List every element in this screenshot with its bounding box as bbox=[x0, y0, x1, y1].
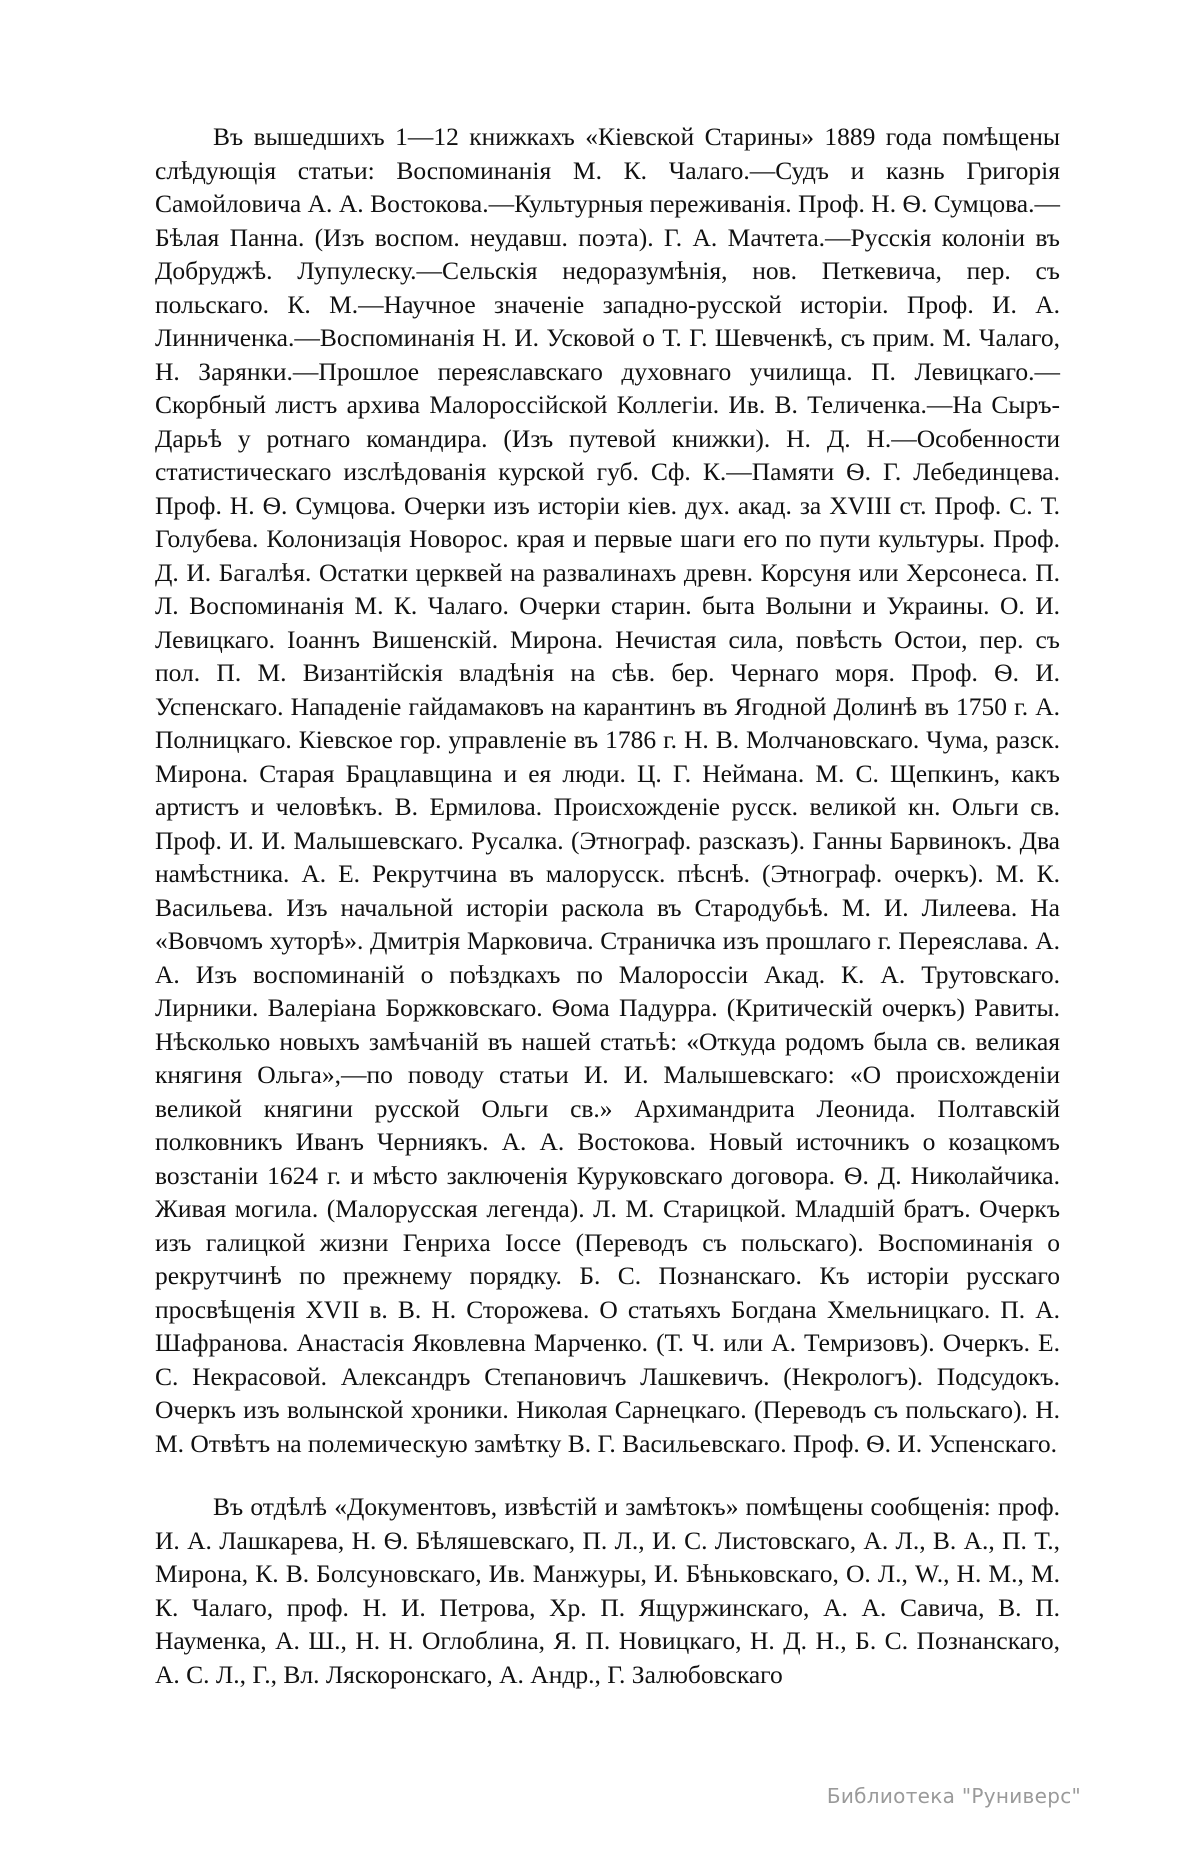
paragraph-documents-section: Въ отдѣлѣ «Документовъ, извѣстій и замѣтокъ» помѣщены сообщенія: проф. И. А. Лашкарева, Н. Ѳ. Бѣляшевскаго, П. Л., И. С. Листовскаго, А. Л., В. А., П. Т., Мирона, К. В. Болсуновскаго, Ив. Манжуры, И. Бѣньковскаго, О. Л., W., Н. М., М. К. Чалаго, проф. Н. И. Петрова, Хр. П. Ящуржинскаго, А. А. Савича, В. П. Науменка, А. Ш., Н. Н. Оглоблина, Я. П. Новицкаго, Н. Д. Н., Б. С. Познанскаго, А. С. Л., Г., Вл. Ляскоронскаго, А. Андр., Г. Залюбовскаго bbox=[155, 1492, 1060, 1689]
book-page bbox=[155, 120, 1060, 1691]
library-watermark: Библиотека "Руниверс" bbox=[826, 1784, 1081, 1808]
paragraph-articles-list: Въ вышедшихъ 1—12 книжкахъ «Кіевской Старины» 1889 года помѣщены слѣдующія статьи: Воспоминанія М. К. Чалаго.—Судъ и казнь Григорія Самойловича А. А. Востокова.—Культурныя переживанія. Проф. Н. Ѳ. Сумцова.—Бѣлая Панна. (Изъ воспом. неудавш. поэта). Г. А. Мачтета.—Русскія колоніи въ Добруджѣ. Лупулеску.—Сельскія недоразумѣнія, нов. Петкевича, пер. съ польскаго. К. М.—Научное значеніе западно-русской исторіи. Проф. И. А. Линниченка.—Воспоминанія Н. И. Усковой о Т. Г. Шевченкѣ, съ прим. М. Чалаго, Н. Зарянки.—Прошлое переяславскаго духовнаго училища. П. Левицкаго.—Скорбный листъ архива Малороссійской Коллегіи. Ив. В. Теличенка.—На Сыръ-Дарьѣ у ротнаго командира. (Изъ путевой книжки). Н. Д. Н.—Особенности статистическаго изслѣдованія курской губ. Сф. К.—Памяти Ѳ. Г. Лебединцева. Проф. Н. Ѳ. Сумцова. Очерки изъ исторіи кіев. дух. акад. за XVIII ст. Проф. С. Т. Голубева. Колонизація Новорос. края и первые шаги его по пути культуры. Проф. Д. И. Багалѣя. Остатки церквей на развалинахъ древн. Корсуня или Херсонеса. П. Л. Воспоминанія М. К. Чалаго. Очерки старин. быта Волыни и Украины. О. И. Левицкаго. Іоаннъ Вишенскій. Мирона. Нечистая сила, повѣсть Остои, пер. съ пол. П. М. Византійскія владѣнія на сѣв. бер. Чернаго моря. Проф. Ѳ. И. Успенскаго. Нападеніе гайдамаковъ на карантинъ въ Ягодной Долинѣ въ 1750 г. А. Полницкаго. Кіевское гор. управленіе въ 1786 г. Н. В. Молчановскаго. Чума, разск. Мирона. Старая Брацлавщина и ея люди. Ц. Г. Неймана. М. С. Щепкинъ, какъ артистъ и человѣкъ. В. Ермилова. Происхожденіе русск. великой кн. Ольги св. Проф. И. И. Малышевскаго. Русалка. (Этнограф. разсказъ). Ганны Барвинокъ. Два намѣстника. А. Е. Рекрутчина въ малорусск. пѣснѣ. (Этнограф. очеркъ). М. К. Васильева. Изъ начальной исторіи раскола въ Стародубьѣ. М. И. Лилеева. На «Вовчомъ хуторѣ». Дмитрія Марковича. Страничка изъ прошлаго г. Переяслава. А. А. Изъ воспоминаній о поѣздкахъ по Малороссіи Акад. К. А. Трутовскаго. Лирники. Валеріана Боржковскаго. Ѳома Падурра. (Критическій очеркъ) Равиты. Нѣсколько новыхъ замѣчаній въ нашей статьѣ: «Откуда родомъ была св. великая княгиня Ольга»,—по поводу статьи И. И. Малышевскаго: «О происхожденіи великой княгини русской Ольги св.» Архимандрита Леонида. Полтавскій полковникъ Иванъ Черниякъ. А. А. Востокова. Новый источникъ о козацкомъ возстаніи 1624 г. и мѣсто заключенія Куруковскаго договора. Ѳ. Д. Николайчика. Живая могила. (Малорусская легенда). Л. М. Старицкой. Младшій братъ. Очеркъ изъ галицкой жизни Генриха Іоссе (Переводъ съ польскаго). Воспоминанія о рекрутчинѣ по прежнему порядку. Б. С. Познанскаго. Къ исторіи русскаго просвѣщенія XVII в. В. Н. Сторожева. О статьяхъ Богдана Хмельницкаго. П. А. Шафранова. Анастасія Яковлевна Марченко. (Т. Ч. или А. Темризовъ). Очеркъ. Е. С. Некрасовой. Александръ Степановичъ Лашкевичъ. (Некрологъ). Подсудокъ. Очеркъ изъ волынской хроники. Николая Сарнецкаго. (Переводъ съ польскаго). Н. М. Отвѣтъ на полемическую замѣтку В. Г. Васильевскаго. Проф. Ѳ. И. Успенскаго. bbox=[155, 122, 1060, 1458]
